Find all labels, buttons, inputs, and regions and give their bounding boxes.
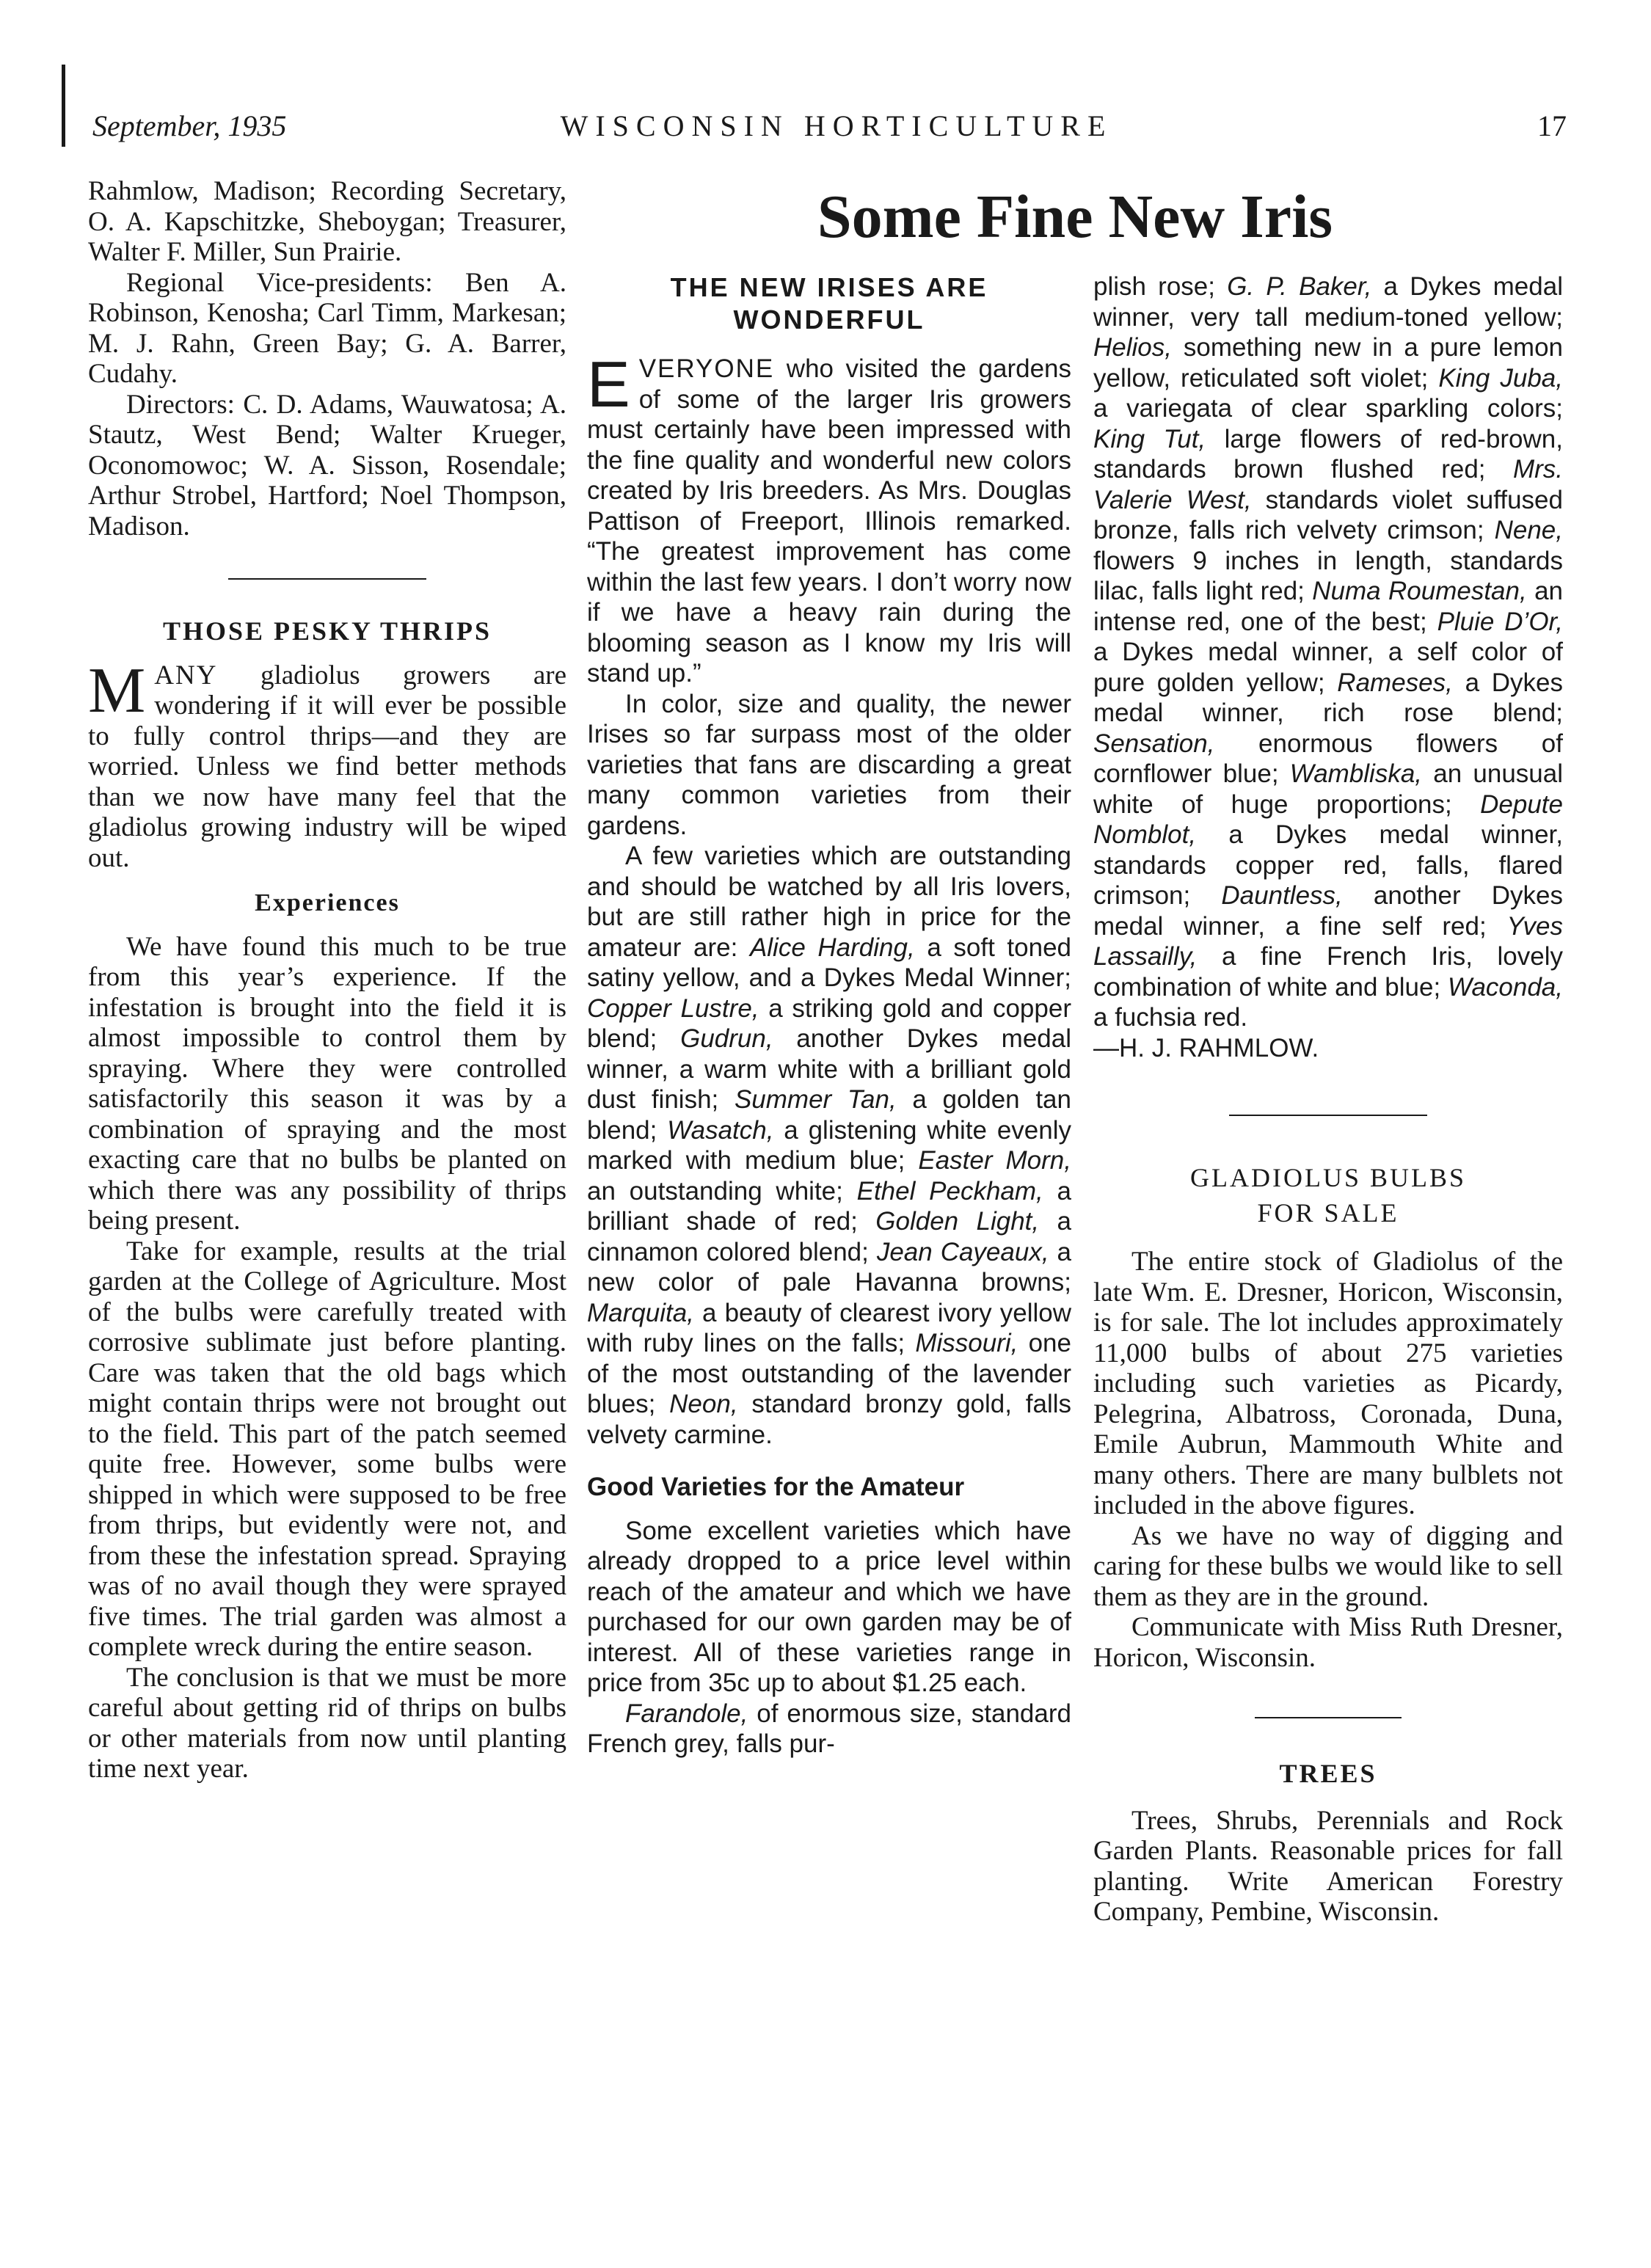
gladiolus-heading-line-1: GLADIOLUS BULBS: [1189, 1163, 1466, 1192]
experiences-paragraph-2: Take for example, results at the trial garden at the College of Agriculture. Most of the bulbs were carefully treated with corrosive sublimate just before planting. Care was taken that the old bags which might contain thrips were not brought out to the field. This part of the patch seemed quite free. However, some bulbs were shipped in which were supposed to be free from thrips, but evidently were not, and from these the infestation spread. Spraying was of no avail though they were sprayed five times. The trial garden was almost a complete wreck during the entire season.: [88, 1236, 566, 1662]
trees-paragraph: Trees, Shrubs, Perennials and Rock Garden Plants. Reasonable prices for fall planting. Write American Forestry Company, Pembine, Wisconsin.: [1093, 1805, 1563, 1927]
column-middle: [587, 271, 1071, 1760]
gladiolus-paragraph-3: Communicate with Miss Ruth Dresner, Horicon, Wisconsin.: [1093, 1612, 1563, 1673]
vice-presidents-paragraph: Regional Vice-presidents: Ben A. Robinson, Kenosha; Carl Timm, Markesan; M. J. Rahn, Green Bay; G. A. Barrer, Cudahy.: [88, 267, 566, 389]
gladiolus-paragraph-2: As we have no way of digging and caring for these bulbs we would like to sell them as they are in the ground.: [1093, 1520, 1563, 1612]
directors-paragraph: Directors: C. D. Adams, Wauwatosa; A. Stautz, West Bend; Walter Krueger, Oconomowoc; W. A. Sisson, Rosendale; Arthur Strobel, Hartford; Noel Thompson, Madison.: [88, 389, 566, 542]
experiences-paragraph-3: The conclusion is that we must be more careful about getting rid of thrips on bulbs or other materials from now until planting time next year.: [88, 1662, 566, 1784]
iris-intro-paragraph: EVERYONE who visited the gardens of some of the larger Iris growers must certainly have been impressed with the fine quality and wonderful new colors created by Iris breeders. As Mrs. Douglas Pattison of Freeport, Illinois remarked. “The greatest improvement has come within the last few years. I don’t worry now if we have a heavy rain during the blooming season as I know my Iris will stand up.”: [587, 348, 1071, 688]
column-left: [88, 176, 566, 1784]
experiences-heading: Experiences: [255, 889, 400, 916]
iris-list-continued: plish rose; G. P. Baker, a Dykes medal winner, very tall medium-toned yellow; Helios, something new in a pure lemon yellow, reticulated soft violet; King Juba, a variegata of clear sparkling colors; King Tut, large flowers of red-brown, standards brown flushed red; Mrs. Valerie West, standards violet suffused bronze, falls rich velvety crimson; Nene, flowers 9 inches in length, standards lilac, falls light red; Numa Roumestan, an intense red, one of the best; Pluie D’Or, a Dykes medal winner, a self color of pure golden yellow; Rameses, a Dykes medal winner, rich rose blend; Sensation, enormous flowers of cornflower blue; Wambliska, an unusual white of huge proportions; Depute Nomblot, a Dykes medal winner, standards copper red, falls, flared crimson; Dauntless, another Dykes medal winner, a fine self red; Yves Lassailly, a fine French Iris, lovely combination of white and blue; Waconda, a fuchsia red.: [1093, 272, 1564, 1032]
officers-paragraph: Rahmlow, Madison; Recording Secretary, O. A. Kapschitzke, Sheboygan; Treasurer, Walter F. Miller, Sun Prairie.: [88, 176, 566, 267]
thrips-heading: THOSE PESKY THRIPS: [162, 616, 492, 646]
amateur-paragraph: Some excellent varieties which have already dropped to a price level within reach of the amateur and which we have purchased for our own garden may be of interest. All of these varieties range in price from 35c up to about $1.25 each.: [587, 1516, 1071, 1697]
gladiolus-heading-line-2: FOR SALE: [1257, 1198, 1399, 1228]
section-divider: [1229, 1115, 1427, 1116]
drop-cap: M: [88, 654, 146, 726]
magazine-title: WISCONSIN HORTICULTURE: [560, 109, 1113, 142]
article-title: Some Fine New Iris: [817, 183, 1333, 251]
margin-rule: [62, 65, 65, 147]
section-divider: [228, 578, 426, 580]
new-irises-heading: THE NEW IRISES ARE WONDERFUL: [670, 272, 988, 335]
gladiolus-ad: [1093, 1160, 1563, 1928]
issue-date: September, 1935: [92, 109, 287, 142]
amateur-varieties-heading: Good Varieties for the Amateur: [587, 1473, 965, 1501]
experiences-paragraph-1: We have found this much to be true from this year’s experience. If the infestation is brought into the field it is almost impossible to control them by spraying. Where they were controlled satisfactorily this season it was by a combination of spraying and the most exacting care that no bulbs be planted on which there was any possibility of thrips being present.: [88, 931, 566, 1236]
column-right: [1093, 271, 1563, 1928]
gladiolus-paragraph-1: The entire stock of Gladiolus of the late Wm. E. Dresner, Horicon, Wisconsin, is for sale. The lot includes approximately 11,000 bulbs of about 275 varieties including such varieties as Picardy, Pelegrina, Albatross, Coronada, Duna, Emile Aubrun, Mammouth White and many others. There are many bulblets not included in the above figures.: [1093, 1247, 1563, 1520]
farandole-paragraph: Farandole, of enormous size, standard French grey, falls pur-: [587, 1699, 1071, 1758]
thrips-intro-paragraph: MANY gladiolus growers are wondering if it will ever be possible to fully control thrips—and they are worried. Unless we find better methods than we now have many feel that the gladiolus growing industry will be wiped out.: [88, 654, 566, 873]
trees-heading: TREES: [1279, 1759, 1377, 1788]
iris-color-paragraph: In color, size and quality, the newer Irises so far surpass most of the older varieties that fans are discarding a great many common varieties from their gardens.: [587, 689, 1071, 840]
page-number: 17: [1537, 109, 1567, 142]
iris-varieties-paragraph: A few varieties which are outstanding and should be watched by all Iris lovers, but are still rather high in price for the amateur are: Alice Harding, a soft toned satiny yellow, and a Dykes Medal Winner; Copper Lustre, a striking gold and copper blend; Gudrun, another Dykes medal winner, a warm white with a brilliant gold dust finish; Summer Tan, a golden tan blend; Wasatch, a glistening white evenly marked with medium blue; Easter Morn, an outstanding white; Ethel Peckham, a brilliant shade of red; Golden Light, a cinnamon colored blend; Jean Cayeaux, a new color of pale Havanna browns; Marquita, a beauty of clearest ivory yellow with ruby lines on the falls; Missouri, one of the most outstanding of the lavender blues; Neon, standard bronzy gold, falls velvety carmine.: [587, 842, 1071, 1449]
drop-cap: E: [587, 348, 630, 420]
section-divider: [1255, 1717, 1402, 1718]
author-signature: —H. J. RAHMLOW.: [1093, 1033, 1319, 1062]
